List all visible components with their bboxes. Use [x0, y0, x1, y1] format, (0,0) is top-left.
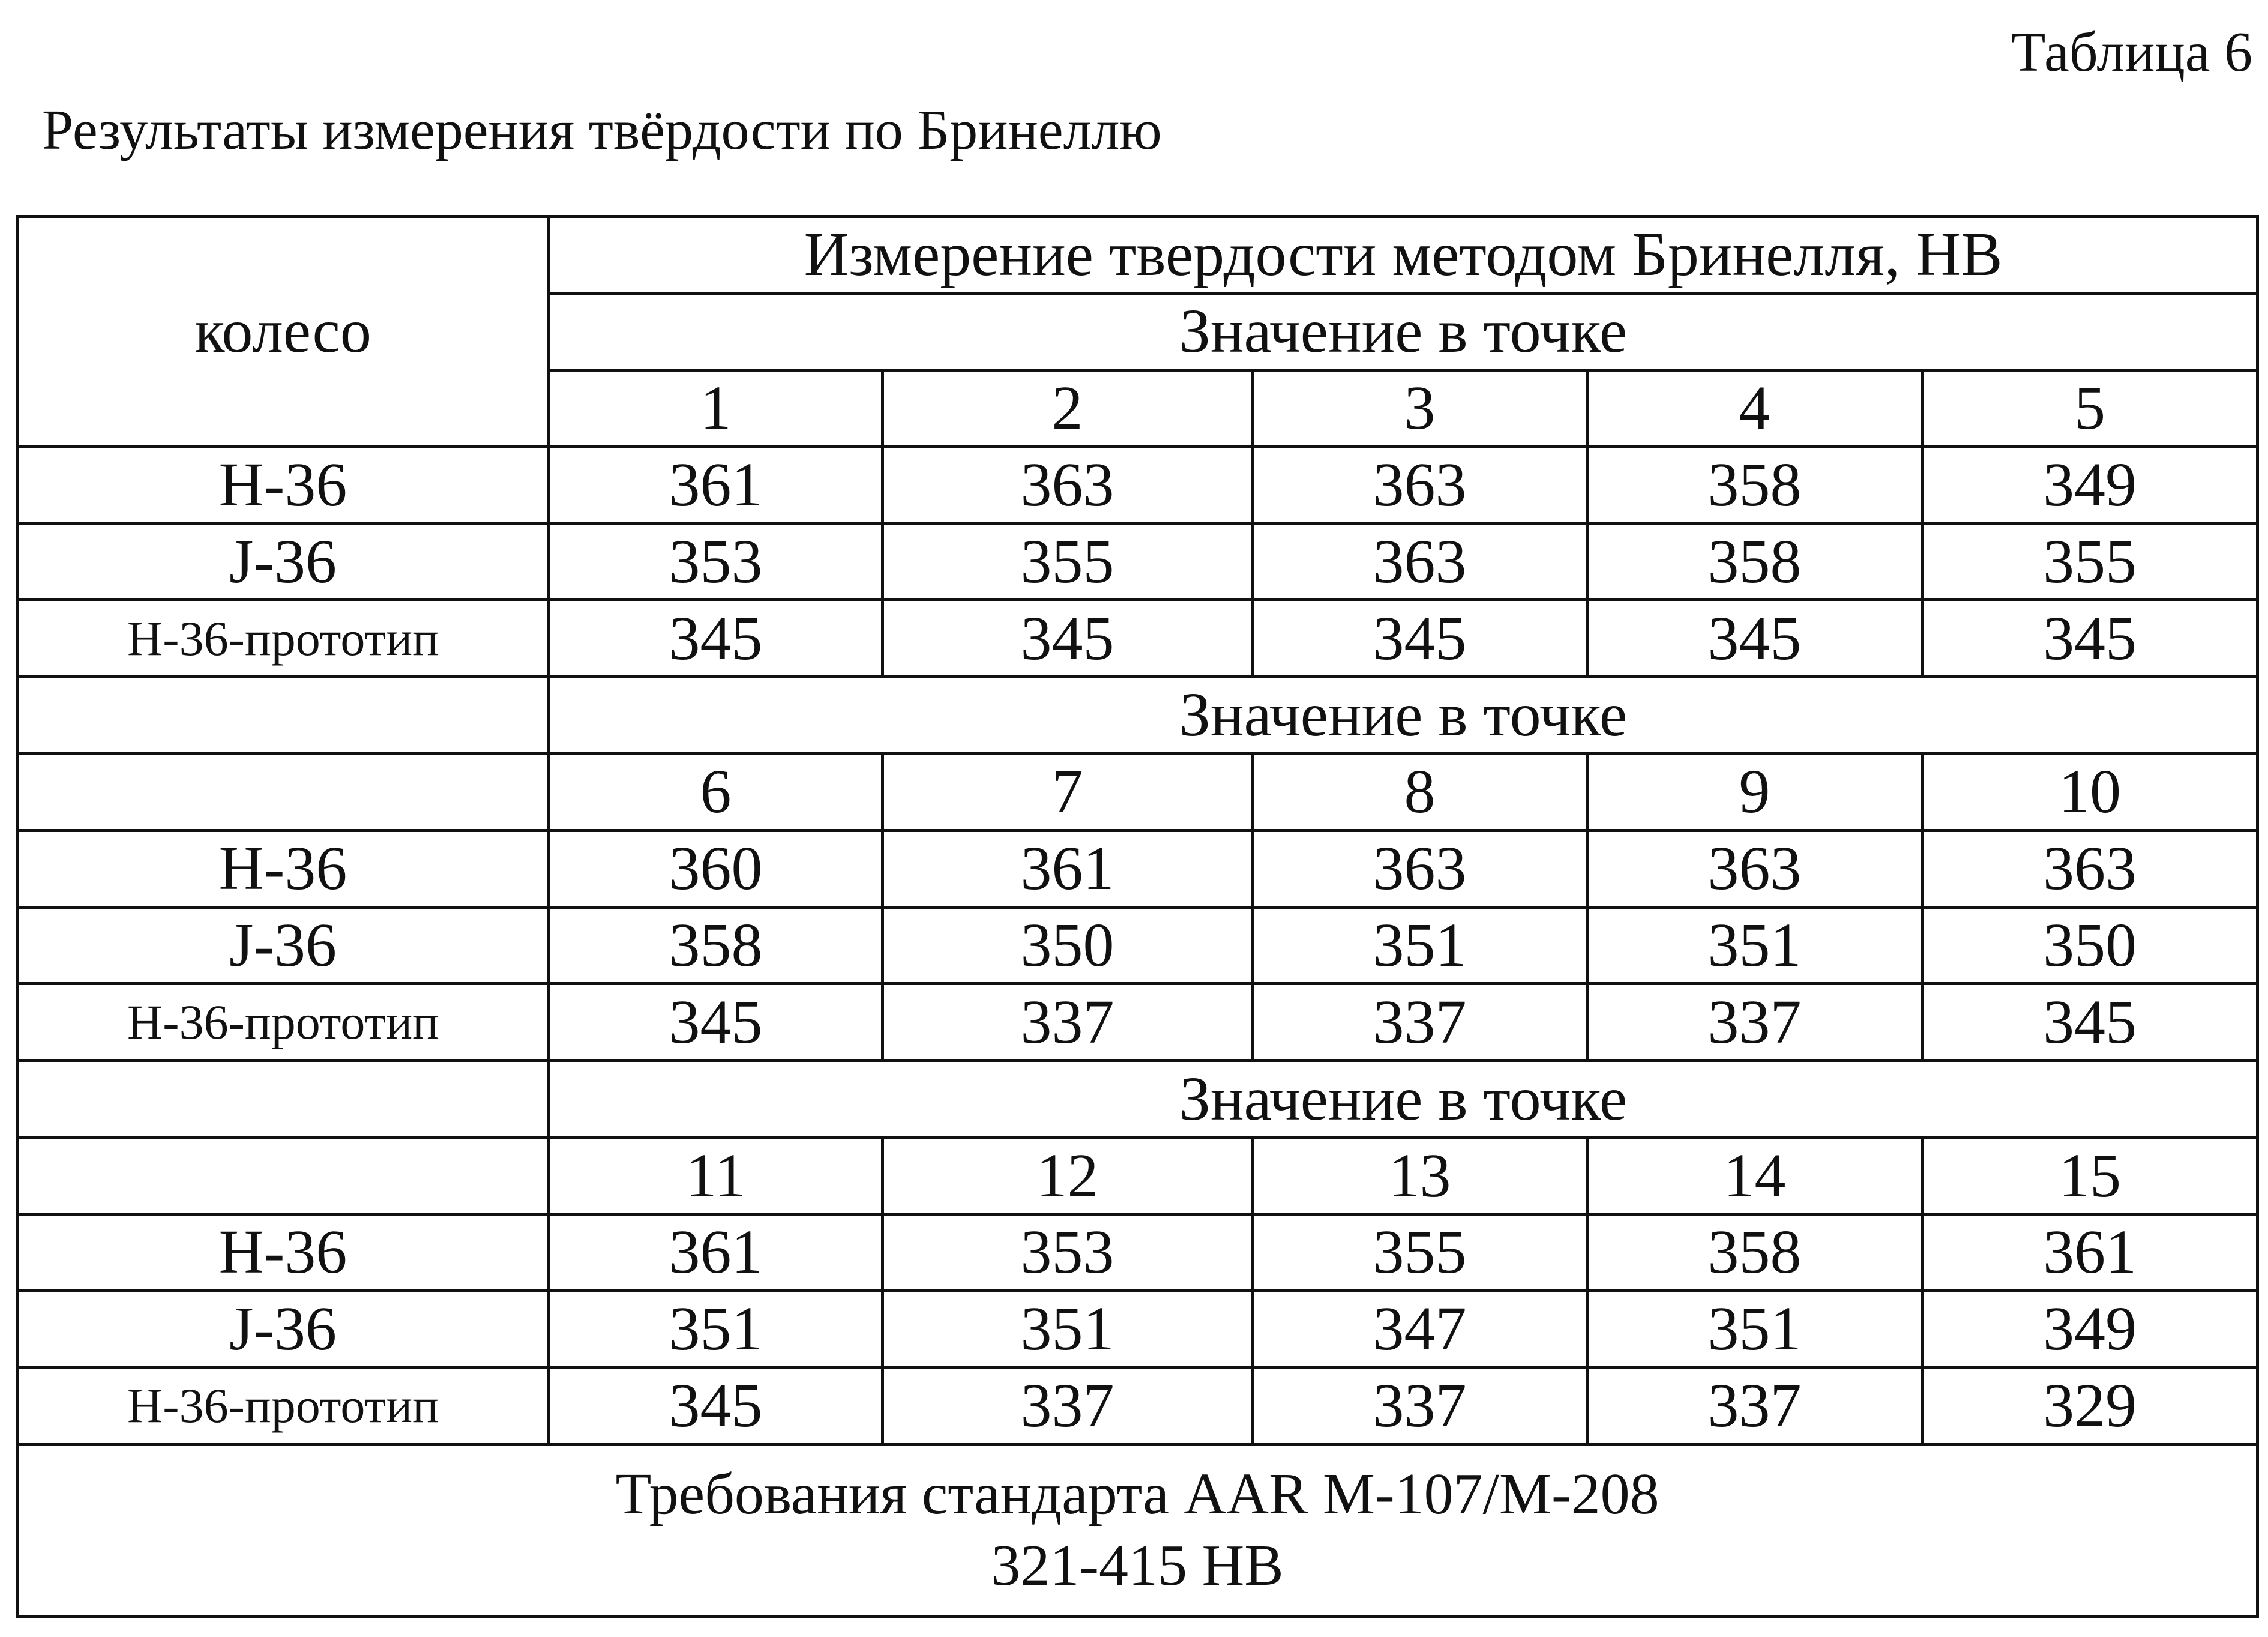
point-label: Значение в точке [549, 293, 2258, 370]
point-number-row [17, 1138, 2258, 1214]
header-row [17, 217, 2258, 294]
hardness-value: 351 [1587, 907, 1922, 984]
table-row [17, 1367, 2258, 1444]
point-number: 12 [883, 1138, 1253, 1214]
hardness-value: 363 [1253, 447, 1587, 523]
wheel-name: Н-36-прототип [17, 984, 549, 1061]
hardness-value: 363 [883, 447, 1253, 523]
wheel-name: Н-36-прототип [17, 1367, 549, 1444]
hardness-value: 351 [1587, 1291, 1922, 1367]
point-number-row [17, 753, 2258, 830]
hardness-value: 363 [1587, 830, 1922, 907]
hardness-value: 349 [1922, 1291, 2258, 1367]
point-number: 2 [883, 370, 1253, 447]
point-label: Значение в точке [549, 1061, 2258, 1138]
hardness-value: 351 [1253, 907, 1587, 984]
table-row [17, 447, 2258, 523]
table-row [17, 907, 2258, 984]
point-number: 9 [1587, 753, 1922, 830]
hardness-value: 337 [1587, 1367, 1922, 1444]
table-title: Результаты измерения твёрдости по Бринеллю [42, 99, 1162, 161]
point-number: 1 [549, 370, 883, 447]
table-row [17, 1214, 2258, 1291]
measurement-group-header: Измерение твердости методом Бринелля, НВ [549, 217, 2258, 294]
point-number: 4 [1587, 370, 1922, 447]
point-number: 5 [1922, 370, 2258, 447]
table-row [17, 523, 2258, 600]
hardness-value: 358 [1587, 447, 1922, 523]
footer-row [17, 1444, 2258, 1617]
table-row [17, 600, 2258, 677]
hardness-value: 353 [883, 1214, 1253, 1291]
hardness-value: 337 [883, 1367, 1253, 1444]
hardness-value: 358 [1587, 523, 1922, 600]
standard-requirement [17, 1444, 2258, 1617]
hardness-value: 350 [883, 907, 1253, 984]
hardness-value: 337 [1587, 984, 1922, 1061]
table-row [17, 1291, 2258, 1367]
wheel-name: Н-36-прототип [17, 600, 549, 677]
hardness-value: 355 [1253, 1214, 1587, 1291]
wheel-name: J-36 [17, 523, 549, 600]
table-number-label: Таблица 6 [2011, 21, 2252, 83]
hardness-value: 345 [1253, 600, 1587, 677]
point-number: 11 [549, 1138, 883, 1214]
hardness-value: 361 [549, 447, 883, 523]
standard-range: 321-415 НВ [991, 1533, 1284, 1599]
hardness-value: 345 [1587, 600, 1922, 677]
standard-name: Требования стандарта AAR M-107/M-208 [615, 1461, 1659, 1527]
hardness-value: 363 [1253, 830, 1587, 907]
hardness-value: 360 [549, 830, 883, 907]
hardness-value: 337 [1253, 1367, 1587, 1444]
wheel-name: Н-36 [17, 830, 549, 907]
hardness-value: 358 [549, 907, 883, 984]
hardness-value: 345 [549, 984, 883, 1061]
hardness-value: 363 [1253, 523, 1587, 600]
point-number: 7 [883, 753, 1253, 830]
hardness-value: 355 [883, 523, 1253, 600]
point-label: Значение в точке [549, 677, 2258, 754]
hardness-value: 345 [883, 600, 1253, 677]
hardness-value: 355 [1922, 523, 2258, 600]
hardness-value: 345 [549, 1367, 883, 1444]
hardness-value: 361 [883, 830, 1253, 907]
wheel-name: Н-36 [17, 1214, 549, 1291]
empty-cell [17, 1061, 549, 1138]
hardness-value: 329 [1922, 1367, 2258, 1444]
hardness-value: 351 [883, 1291, 1253, 1367]
empty-cell [17, 753, 549, 830]
hardness-value: 337 [1253, 984, 1587, 1061]
hardness-value: 337 [883, 984, 1253, 1061]
hardness-value: 345 [549, 600, 883, 677]
hardness-value: 361 [549, 1214, 883, 1291]
point-number: 15 [1922, 1138, 2258, 1214]
wheel-name: J-36 [17, 1291, 549, 1367]
hardness-value: 351 [549, 1291, 883, 1367]
point-number: 14 [1587, 1138, 1922, 1214]
hardness-value: 358 [1587, 1214, 1922, 1291]
hardness-value: 349 [1922, 447, 2258, 523]
wheel-name: Н-36 [17, 447, 549, 523]
hardness-value: 345 [1922, 984, 2258, 1061]
empty-cell [17, 1138, 549, 1214]
hardness-value: 361 [1922, 1214, 2258, 1291]
wheel-name: J-36 [17, 907, 549, 984]
point-number: 6 [549, 753, 883, 830]
hardness-value: 345 [1922, 600, 2258, 677]
table-row [17, 830, 2258, 907]
point-number: 10 [1922, 753, 2258, 830]
hardness-value: 353 [549, 523, 883, 600]
empty-cell [17, 677, 549, 754]
point-number: 13 [1253, 1138, 1587, 1214]
hardness-value: 347 [1253, 1291, 1587, 1367]
hardness-value: 363 [1922, 830, 2258, 907]
point-label-row [17, 1061, 2258, 1138]
point-number: 3 [1253, 370, 1587, 447]
table-row [17, 984, 2258, 1061]
brinell-hardness-table [16, 215, 2259, 1618]
point-label-row [17, 677, 2258, 754]
point-number: 8 [1253, 753, 1587, 830]
hardness-value: 350 [1922, 907, 2258, 984]
wheel-column-header: колесо [17, 217, 549, 447]
